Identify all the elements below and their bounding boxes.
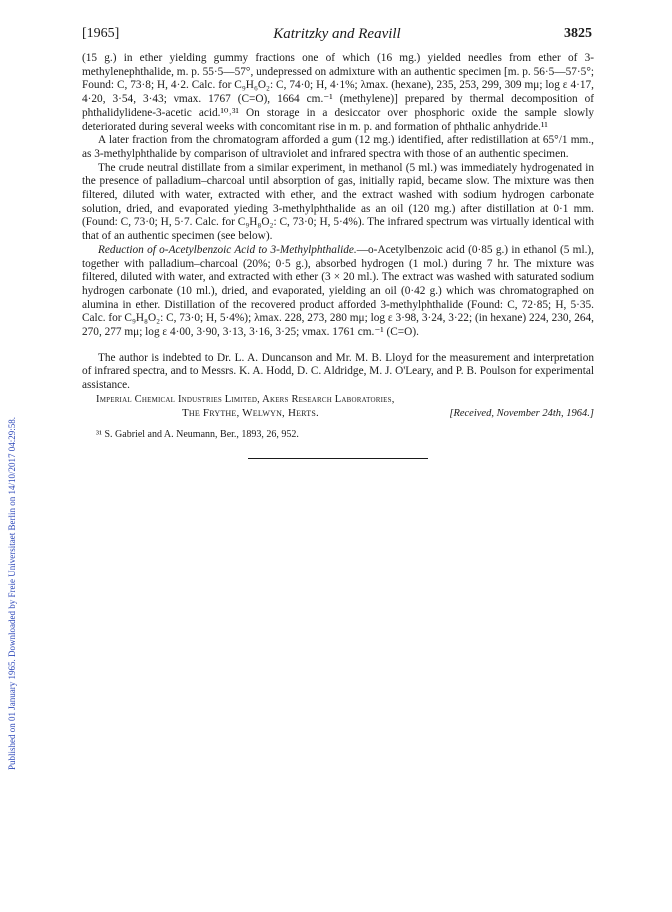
affiliation-line-1: Imperial Chemical Industries Limited, Akers Research Laboratories, xyxy=(96,393,395,405)
end-rule xyxy=(248,458,428,459)
affiliation-address: The Frythe, Welwyn, Herts. xyxy=(182,406,319,419)
running-title: Katritzky and Reavill xyxy=(273,26,401,42)
received-date: [Received, November 24th, 1964.] xyxy=(449,407,594,419)
download-watermark xyxy=(0,150,24,770)
journal-year: [1965] xyxy=(82,26,120,41)
article-body xyxy=(82,52,594,459)
paragraph-reduction xyxy=(82,244,594,340)
paragraph-later-fraction: A later fraction from the chromatogram afforded a gum (12 mg.) identified, after redistillation at 65°/1 mm., as 3-methylphthalide by comparison of ultraviolet and infrared spectra with those of an authentic specimen. xyxy=(82,134,594,160)
download-watermark-text: Published on 01 January 1965. Downloaded by Freie Universitaet Berlin on 14/10/2017 04:29:58. xyxy=(7,417,17,770)
paragraph-hydrogenation: The crude neutral distillate from a similar experiment, in methanol (5 ml.) was immediately hydrogenated in the presence of palladium–charcoal until absorption of gas, initially rapid, became slow. The mixture was then filtered, diluted with water, extracted with ether, and the extract washed with sodium hydrogen carbonate solution, dried, and evaporated yieding 3-methylphthalide as an oil (120 mg.) after distillation at 0·1 mm. (Found: C, 73·0; H, 5·7. Calc. for C₉H₈O₂: C, 73·0; H, 5·4%). The infrared spectrum was virtually identical with that of an authentic specimen (see below). xyxy=(82,161,594,243)
page-header xyxy=(82,26,592,44)
affiliation-line-2 xyxy=(82,407,594,421)
section-heading: Reduction of o-Acetylbenzoic Acid to 3-Methylphthalide. xyxy=(98,243,357,256)
page-number: 3825 xyxy=(564,26,592,41)
paragraph-reduction-body: —o-Acetylbenzoic acid (0·85 g.) in ethanol (5 ml.), together with palladium–charcoal (20%; 0·5 g.), absorbed hydrogen (1 mol.) during 7 hr. The mixture was filtered, diluted with water, and extracted with ether (3 × 20 ml.). The extract was washed with saturated sodium hydrogen carbonate (10 ml.), dried, and evaporated, yielding an oil (0·42 g.) which was chromatographed on alumina in ether. Distillation of the recovered product afforded 3-methylphthalide (Found: C, 72·85; H, 5·35. Calc. for C₉H₈O₂: C, 73·0; H, 5·4%); λmax. 228, 273, 280 mμ; log ε 3·98, 3·24, 3·22; (in hexane) 224, 230, 264, 270, 277 mμ; log ε 4·00, 3·90, 3·13, 3·16, 3·25; νmax. 1761 cm.⁻¹ (C=O). xyxy=(82,243,594,339)
paragraph-methylenephthalide: (15 g.) in ether yielding gummy fractions one of which (16 mg.) yielded needles from ether of 3-methylenephthalide, m. p. 55·5—57°, undepressed on admixture with an authentic specimen [m. p. 56·5—57·5°; Found: C, 73·8; H, 4·2. Calc. for C₉H₆O₂: C, 74·0; H, 4·1%; λmax. (hexane), 235, 253, 299, 309 mμ; log ε 4·17, 4·20, 3·54, 3·43; νmax. 1767 (C=O), 1664 cm.⁻¹ (methylene)] prepared by thermal decomposition of phthalidylidene-3-acetic acid.¹⁰˒³¹ On storage in a desiccator over phosphoric oxide the sample slowly deteriorated during several weeks with concomitant rise in m. p. and formation of phthalic anhydride.¹¹ xyxy=(82,52,594,133)
footnote: ³¹ S. Gabriel and A. Neumann, Ber., 1893, 26, 952. xyxy=(96,429,299,441)
acknowledgement: The author is indebted to Dr. L. A. Duncanson and Mr. M. B. Lloyd for the measurement and interpretation of infrared spectra, and to Messrs. K. A. Hodd, D. C. Aldridge, M. J. O'Leary, and P. B. Poulson for experimental assistance. xyxy=(82,351,594,392)
